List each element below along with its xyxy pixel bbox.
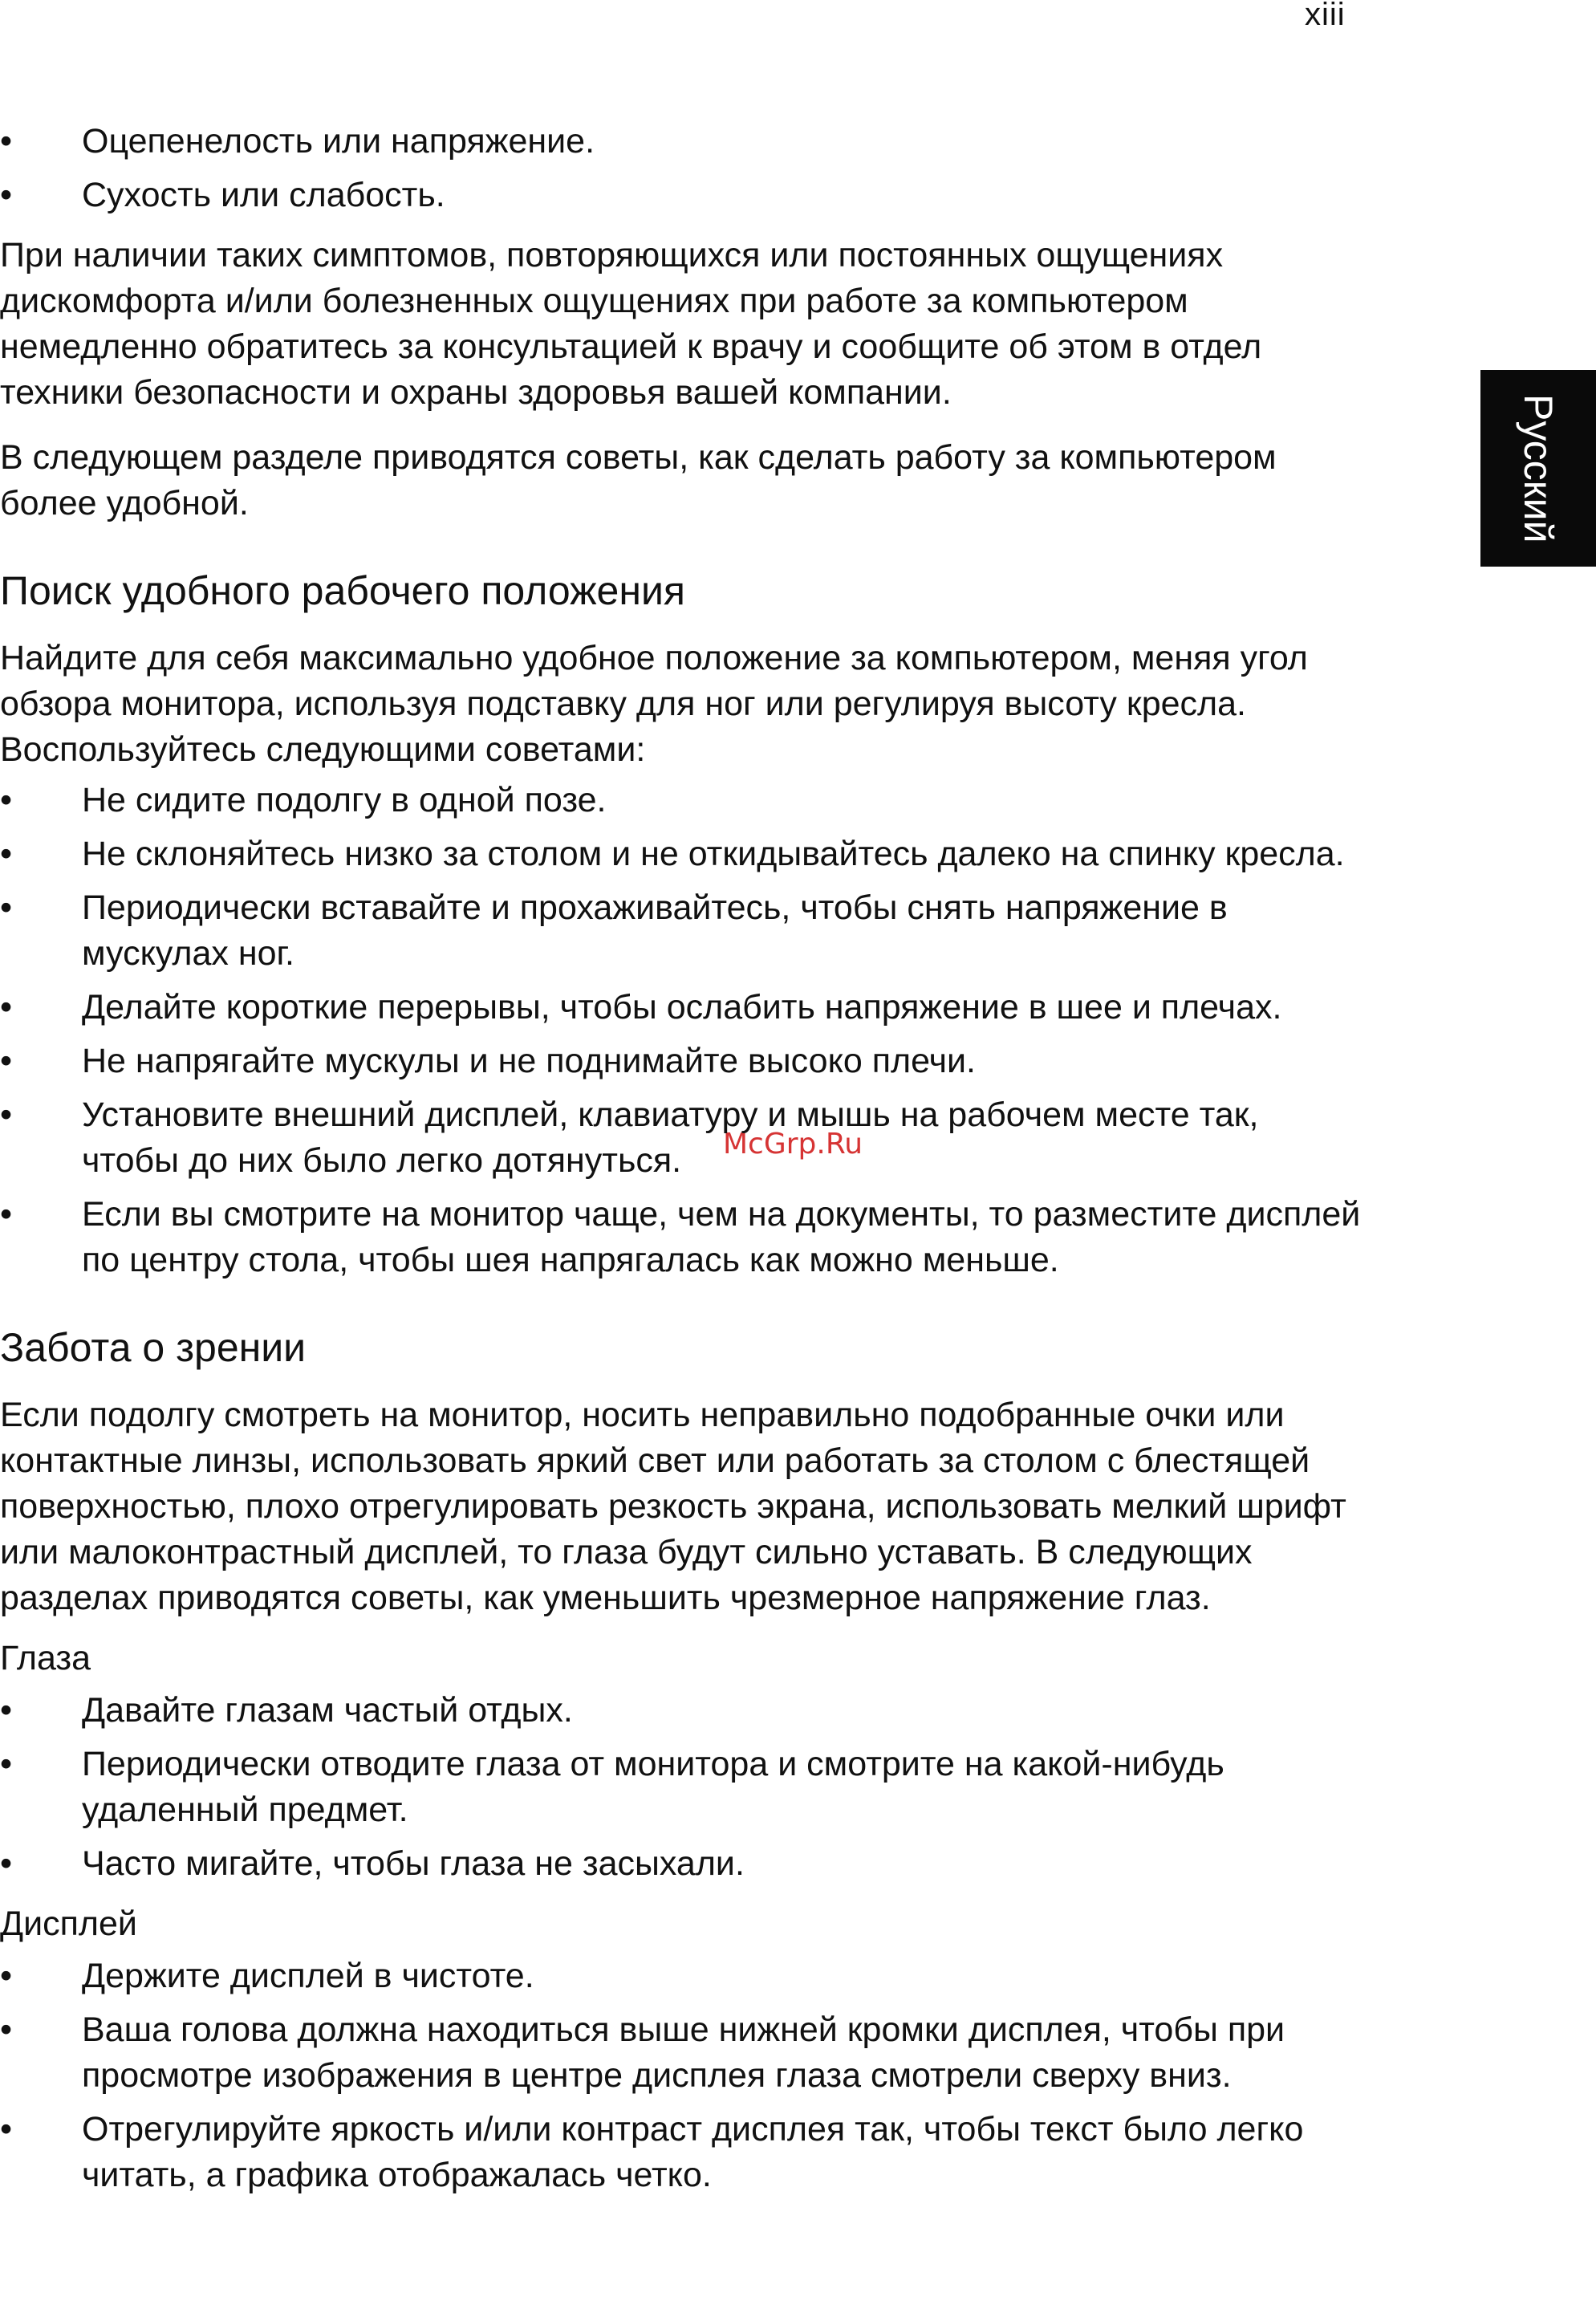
subheading-display: Дисплей: [0, 1905, 137, 1943]
watermark: McGrp.Ru: [723, 1128, 863, 1161]
list-item: • Если вы смотрите на монитор чаще, чем на документы, то разместите дисплей по центру стола, чтобы шея напрягалась как можно меньше.: [0, 1192, 1364, 1283]
list-item: • Держите дисплей в чистоте.: [0, 1953, 1364, 1999]
language-tab: [1480, 370, 1596, 567]
page-number: xiii: [1305, 0, 1346, 32]
list-item: • Не склоняйтесь низко за столом и не откидывайтесь далеко на спинку кресла.: [0, 831, 1364, 877]
subheading-eyes: Глаза: [0, 1639, 91, 1677]
vision-intro-paragraph: Если подолгу смотреть на монитор, носить неправильно подобранные очки или контактные линзы, использовать яркий свет или работать за столом с блестящей поверхностью, плохо отрегулировать резкость экрана, использовать мелкий шрифт или малоконтрастный дисплей, то глаза будут сильно уставать. В следующих разделах приводятся советы, как уменьшить чрезмерное напряжение глаз.: [0, 1396, 1346, 1617]
language-tab-label: Русский: [1516, 393, 1561, 543]
section-heading-position: Поиск удобного рабочего положения: [0, 568, 685, 613]
eyes-bullet-list: [0, 1688, 1364, 1887]
list-item: • Периодически отводите глаза от монитора и смотрите на какой-нибудь удаленный предмет.: [0, 1742, 1364, 1833]
list-item: • Сухость или слабость.: [0, 173, 1364, 218]
list-item: • Установите внешний дисплей, клавиатуру и мышь на рабочем месте так, чтобы до них было легко дотянуться.: [0, 1092, 1364, 1184]
section-heading-vision: Забота о зрении: [0, 1325, 307, 1370]
intro-paragraph-symptoms: При наличии таких симптомов, повторяющихся или постоянных ощущениях дискомфорта и/или болезненных ощущениях при работе за компьютером немедленно обратитесь за консультацией к врачу и сообщите об этом в отдел техники безопасности и охраны здоровья вашей компании.: [0, 236, 1262, 412]
list-item: • Часто мигайте, чтобы глаза не засыхали.: [0, 1841, 1364, 1887]
list-item: • Давайте глазам частый отдых.: [0, 1688, 1364, 1734]
list-item: • Не сидите подолгу в одной позе.: [0, 778, 1364, 823]
display-bullet-list: [0, 1953, 1364, 2198]
position-bullet-list: [0, 778, 1364, 1283]
intro-paragraph-next-section: В следующем разделе приводятся советы, как сделать работу за компьютером более удобной.: [0, 438, 1277, 522]
list-item: • Отрегулируйте яркость и/или контраст дисплея так, чтобы текст было легко читать, а графика отображалась четко.: [0, 2107, 1364, 2198]
list-item: • Оцепенелость или напряжение.: [0, 119, 1364, 165]
list-item: • Периодически вставайте и прохаживайтесь, чтобы снять напряжение в мускулах ног.: [0, 885, 1364, 977]
position-intro-paragraph: Найдите для себя максимально удобное положение за компьютером, меняя угол обзора монитора, используя подставку для ног или регулируя высоту кресла. Воспользуйтесь следующими советами:: [0, 639, 1308, 769]
list-item: • Делайте короткие перерывы, чтобы ослабить напряжение в шее и плечах.: [0, 985, 1364, 1031]
intro-bullet-list: [0, 119, 1364, 218]
page-content: [0, 119, 1364, 2213]
list-item: • Не напрягайте мускулы и не поднимайте высоко плечи.: [0, 1039, 1364, 1084]
list-item: • Ваша голова должна находиться выше нижней кромки дисплея, чтобы при просмотре изображения в центре дисплея глаза смотрели сверху вниз.: [0, 2007, 1364, 2099]
